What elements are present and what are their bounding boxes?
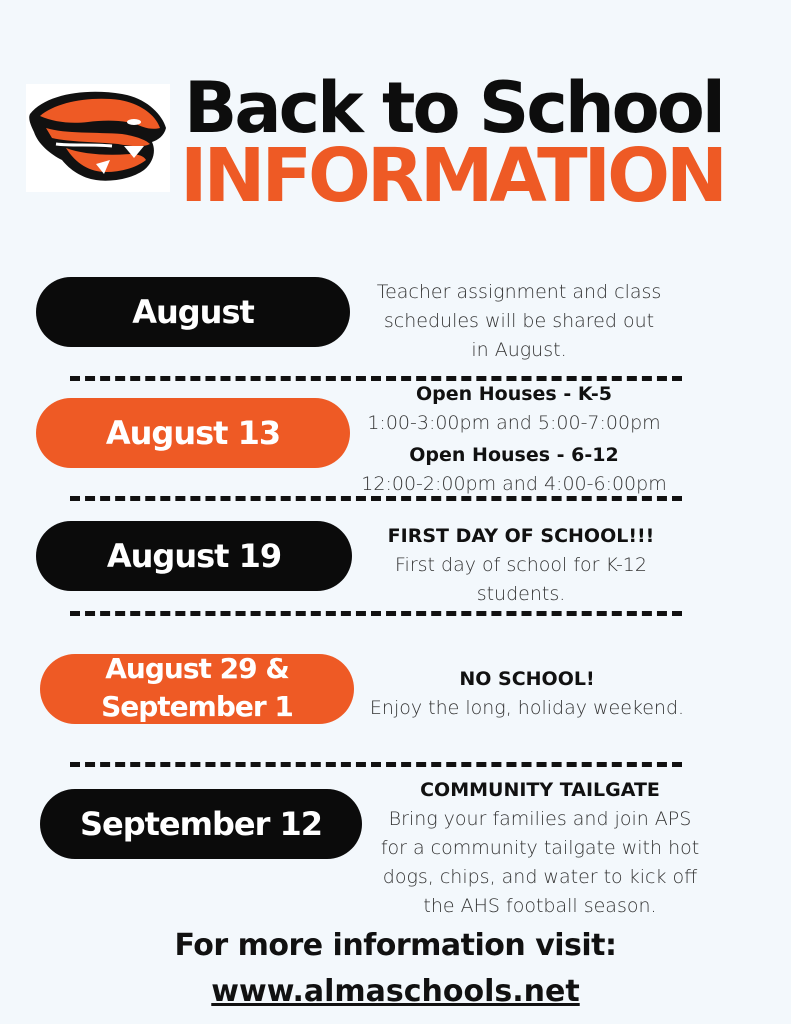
date-label-line-2: September 1 xyxy=(101,690,293,723)
date-label: September 12 xyxy=(79,805,323,843)
event-description-august-19 xyxy=(356,522,686,609)
date-pill-august-13 xyxy=(36,398,350,468)
description-line: Teacher assignment and class xyxy=(376,281,662,303)
date-pill-august-19 xyxy=(36,521,352,591)
date-label-line-1: August 29 & xyxy=(105,652,289,685)
description-line: in August. xyxy=(471,339,567,361)
event-description-august xyxy=(346,278,692,365)
description-line: 1:00-3:00pm and 5:00-7:00pm xyxy=(367,412,661,434)
description-heading: Open Houses - K-5 xyxy=(415,383,613,405)
description-line: for a community tailgate with hot xyxy=(380,837,700,859)
date-label: August xyxy=(132,293,254,331)
description-line: First day of school for K-12 xyxy=(395,554,647,576)
panther-mascot-icon xyxy=(26,84,170,192)
description-heading: COMMUNITY TAILGATE xyxy=(420,779,660,801)
date-pill-august xyxy=(36,277,350,347)
description-line: schedules will be shared out xyxy=(383,310,655,332)
event-description-august-13 xyxy=(346,380,682,499)
date-label: August 19 xyxy=(106,537,282,575)
description-line: Bring your families and join APS xyxy=(388,808,692,830)
title-line-1: Back to School xyxy=(184,67,723,149)
event-description-community-tailgate xyxy=(370,776,710,921)
description-line: 12:00-2:00pm and 4:00-6:00pm xyxy=(361,473,667,495)
dashed-divider xyxy=(70,611,682,616)
date-label: August 13 xyxy=(105,414,281,452)
description-line: students. xyxy=(476,583,566,605)
event-description-no-school xyxy=(360,665,694,723)
dashed-divider xyxy=(70,762,682,767)
date-pill-september-12 xyxy=(40,789,362,859)
description-line: the AHS football season. xyxy=(423,895,657,917)
description-line: dogs, chips, and water to kick off xyxy=(382,866,698,888)
date-pill-august-29-september-1 xyxy=(40,654,354,724)
title-line-2: INFORMATION xyxy=(180,133,724,219)
description-heading: FIRST DAY OF SCHOOL!!! xyxy=(387,525,655,547)
footer-info-text: For more information visit: xyxy=(174,928,617,963)
description-heading: Open Houses - 6-12 xyxy=(409,444,619,466)
dashed-divider xyxy=(70,496,682,501)
website-link[interactable]: www.almaschools.net xyxy=(211,974,580,1009)
description-line: Enjoy the long, holiday weekend. xyxy=(369,697,685,719)
panther-mascot-logo xyxy=(26,84,170,192)
description-heading: NO SCHOOL! xyxy=(459,668,595,690)
